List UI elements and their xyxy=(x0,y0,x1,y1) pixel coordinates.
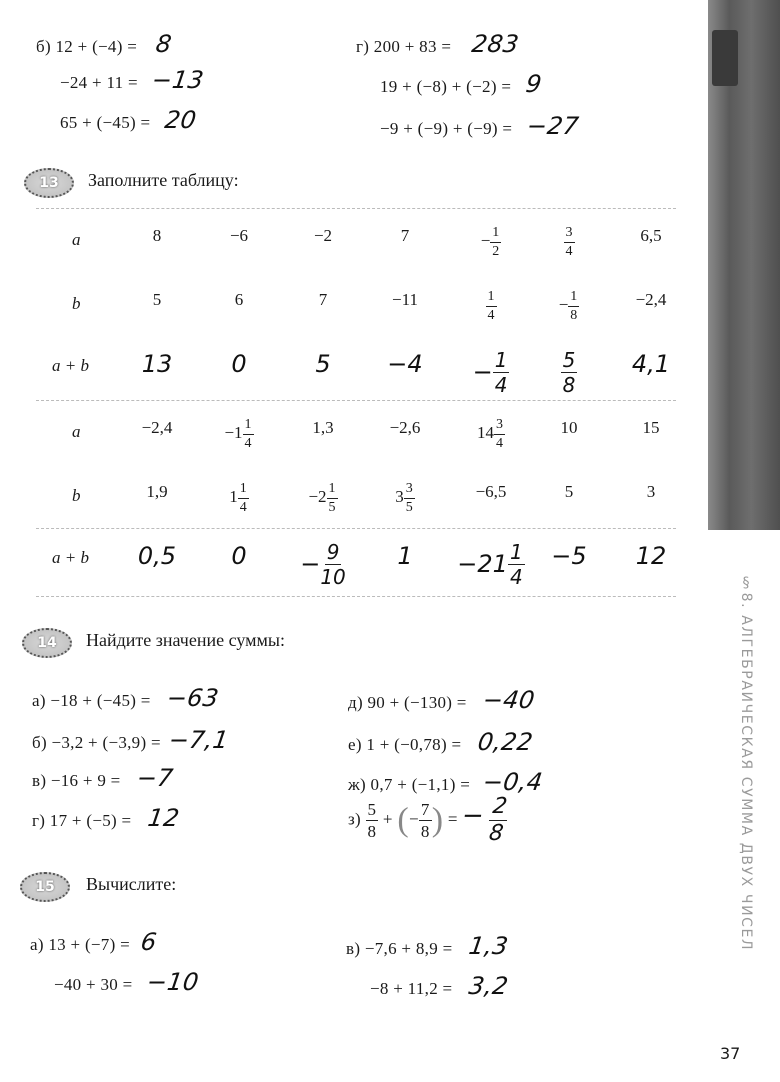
ex14-zh-expr: ж) 0,7 + (−1,1) = xyxy=(348,775,471,794)
table-cell: −11 xyxy=(392,290,418,309)
fraction: $\frac{1}{2}$ xyxy=(492,225,500,259)
table-row-label: b xyxy=(72,486,81,505)
table-row-label: a xyxy=(72,422,81,441)
left-paren-icon: ( xyxy=(397,801,409,839)
table-cell: −2,4 xyxy=(141,418,173,437)
exercise-15-badge: 15 xyxy=(20,872,70,902)
ex15-a2-expr: −40 + 30 = xyxy=(54,975,133,994)
table-cell: 1,9 xyxy=(146,482,168,501)
table-row-label: b xyxy=(72,294,81,313)
ex-g3-answer: −27 xyxy=(524,112,581,140)
fraction: $\frac{1}{5}$ xyxy=(328,481,336,515)
table-divider xyxy=(36,208,676,209)
table-sum-cell: 5 xyxy=(315,350,331,378)
table-row-label: a xyxy=(72,230,81,249)
exercise-14-badge: 14 xyxy=(22,628,72,658)
table-cell: 6 xyxy=(234,290,244,309)
table-cell: − $\frac{1}{2}$ xyxy=(480,225,500,259)
fraction: $\frac{3}{4}$ xyxy=(565,225,573,259)
ex14-a-answer: −63 xyxy=(165,684,221,712)
ex-b1 xyxy=(36,30,174,58)
table-cell: −2,4 xyxy=(635,290,667,309)
ex14-e-answer: 0,22 xyxy=(475,728,535,756)
ex-b1-expr: 12 + (−4) = xyxy=(55,37,138,56)
table-cell: 14 $\frac{3}{4}$ xyxy=(477,417,503,451)
table-cell: −6,5 xyxy=(475,482,507,501)
chapter-sidebar-text: §8. АЛГЕБРАИЧЕСКАЯ СУММА ДВУХ ЧИСЕЛ xyxy=(738,575,754,952)
table-cell: 15 xyxy=(642,418,660,437)
ex14-d-expr: д) 90 + (−130) = xyxy=(348,693,467,712)
ex14-v-expr: в) −16 + 9 = xyxy=(32,771,121,790)
table-sum-cell: 1 xyxy=(397,542,413,570)
ex14-e xyxy=(348,728,533,756)
ex15-v2-expr: −8 + 11,2 = xyxy=(370,979,453,998)
ex14-g xyxy=(32,804,182,832)
ex14-zh xyxy=(348,768,545,796)
ex15-a1 xyxy=(30,928,159,956)
table-cell xyxy=(452,290,530,323)
ex-g2-answer: 9 xyxy=(523,70,544,98)
table-sum-cell: 0 xyxy=(231,350,247,378)
ex14-z: з) $\frac{5}{8}$ + (− $\frac{7}{8}$ ) = − $\frac{2}{8}$ xyxy=(348,794,510,846)
table-cell: −1 $\frac{1}{4}$ xyxy=(224,417,252,451)
table-cell: 1 $\frac{1}{4}$ xyxy=(229,481,247,515)
ex14-a xyxy=(32,684,219,712)
ex-g3 xyxy=(380,112,581,140)
ex15-v1-answer: 1,3 xyxy=(467,932,511,960)
ex14-a-expr: а) −18 + (−45) = xyxy=(32,691,151,710)
fraction: $\frac{1}{4}$ xyxy=(487,289,495,323)
table-cell: 7 xyxy=(318,290,328,309)
ex-b2-answer: −13 xyxy=(150,66,206,94)
ex-b1-answer: 8 xyxy=(153,30,174,58)
table-cell: −6 xyxy=(229,226,249,245)
table-cell xyxy=(530,226,608,259)
ex14-z-answer: $\frac{2}{8}$ xyxy=(487,794,510,846)
fraction: $\frac{1}{4}$ xyxy=(239,481,247,515)
table-cell: 3 $\frac{3}{5}$ xyxy=(395,481,413,515)
table-divider xyxy=(36,596,676,597)
table-sum-cell: −21 $\frac{1}{4}$ xyxy=(457,540,523,589)
ex-b2-expr: −24 + 11 = xyxy=(60,73,138,92)
ex-b3-answer: 20 xyxy=(163,106,199,134)
table-cell: 3 xyxy=(646,482,656,501)
table-sum-cell: − $\frac{1}{4}$ xyxy=(472,348,508,397)
ex14-v xyxy=(32,764,176,792)
exercise-14-title: Найдите значение суммы: xyxy=(86,630,285,650)
table-cell: −2,6 xyxy=(389,418,421,437)
book-logo-icon xyxy=(712,30,738,86)
fraction: $\frac{1}{4}$ xyxy=(509,540,523,589)
fraction: $\frac{9}{10}$ xyxy=(320,540,346,589)
ex14-z-label: з) xyxy=(348,809,361,829)
ex-b-label: б) xyxy=(36,37,51,56)
ex-g2 xyxy=(380,70,544,98)
exercise-13-badge: 13 xyxy=(24,168,74,198)
fraction: $\frac{5}{8}$ xyxy=(367,800,377,841)
table-sum-cell: −4 xyxy=(387,350,423,378)
ex14-zh-answer: −0,4 xyxy=(480,768,545,796)
table-cell: 5 xyxy=(152,290,162,309)
fraction: $\frac{1}{4}$ xyxy=(244,417,252,451)
ex15-a1-expr: а) 13 + (−7) = xyxy=(30,935,130,954)
exercise-13-title: Заполните таблицу: xyxy=(88,170,239,190)
table-row-label: a + b xyxy=(52,356,89,375)
ex15-a2 xyxy=(54,968,199,996)
table-sum-cell: 12 xyxy=(635,542,667,570)
table-cell: 10 xyxy=(560,418,578,437)
table-cell: −2 xyxy=(313,226,333,245)
table-divider xyxy=(36,400,676,401)
ex14-d-answer: −40 xyxy=(481,686,537,714)
ex14-b xyxy=(32,726,229,754)
ex15-v2-answer: 3,2 xyxy=(467,972,511,1000)
ex-g3-expr: −9 + (−9) + (−9) = xyxy=(380,119,513,138)
ex14-d xyxy=(348,686,535,714)
ex14-b-expr: б) −3,2 + (−3,9) = xyxy=(32,733,161,752)
ex14-v-answer: −7 xyxy=(135,764,176,792)
table-sum-cell xyxy=(526,350,612,395)
ex-b2 xyxy=(60,66,204,94)
table-cell: −2 $\frac{1}{5}$ xyxy=(308,481,336,515)
ex14-e-expr: е) 1 + (−0,78) = xyxy=(348,735,462,754)
ex15-v2 xyxy=(370,972,511,1000)
table-cell: 6,5 xyxy=(640,226,662,245)
table-cell: 1,3 xyxy=(312,418,334,437)
exercise-15-title: Вычислите: xyxy=(86,874,177,894)
fraction: $\frac{1}{4}$ xyxy=(494,348,508,397)
ex14-g-expr: г) 17 + (−5) = xyxy=(32,811,132,830)
fraction: $\frac{3}{4}$ xyxy=(496,417,503,451)
table-sum-cell: 0 xyxy=(231,542,247,570)
ex-g2-expr: 19 + (−8) + (−2) = xyxy=(380,77,512,96)
ex15-v1 xyxy=(346,932,511,960)
ex-g1-answer: 283 xyxy=(469,30,521,58)
fraction: $\frac{3}{5}$ xyxy=(405,481,413,515)
table-cell: 7 xyxy=(400,226,410,245)
table-cell: 8 xyxy=(152,226,162,245)
ex14-g-answer: 12 xyxy=(146,804,182,832)
ex-b3-expr: 65 + (−45) = xyxy=(60,113,151,132)
table-sum-cell: 4,1 xyxy=(631,350,671,378)
ex14-b-answer: −7,1 xyxy=(167,726,231,754)
page-number: 37 xyxy=(720,1044,741,1063)
ex-g1-expr: 200 + 83 = xyxy=(373,37,452,56)
ex-b3 xyxy=(60,106,199,134)
table-sum-cell: 13 xyxy=(141,350,173,378)
ex15-v1-expr: в) −7,6 + 8,9 = xyxy=(346,939,453,958)
fraction: $\frac{5}{8}$ xyxy=(562,348,576,397)
fraction: $\frac{1}{8}$ xyxy=(570,289,578,323)
table-row-label: a + b xyxy=(52,548,89,567)
ex-g-label: г) xyxy=(356,37,370,56)
table-divider xyxy=(36,528,676,529)
table-sum-cell: − $\frac{9}{10}$ xyxy=(300,540,346,589)
table-cell: 5 xyxy=(564,482,574,501)
ex15-a1-answer: 6 xyxy=(138,928,159,956)
ex15-a2-answer: −10 xyxy=(145,968,201,996)
fraction: $\frac{7}{8}$ xyxy=(420,800,430,841)
table-sum-cell: −5 xyxy=(551,542,587,570)
right-paren-icon: ) xyxy=(431,801,444,839)
table-sum-cell: 0,5 xyxy=(137,542,177,570)
table-cell: − $\frac{1}{8}$ xyxy=(558,289,578,323)
ex-g1 xyxy=(356,30,519,58)
